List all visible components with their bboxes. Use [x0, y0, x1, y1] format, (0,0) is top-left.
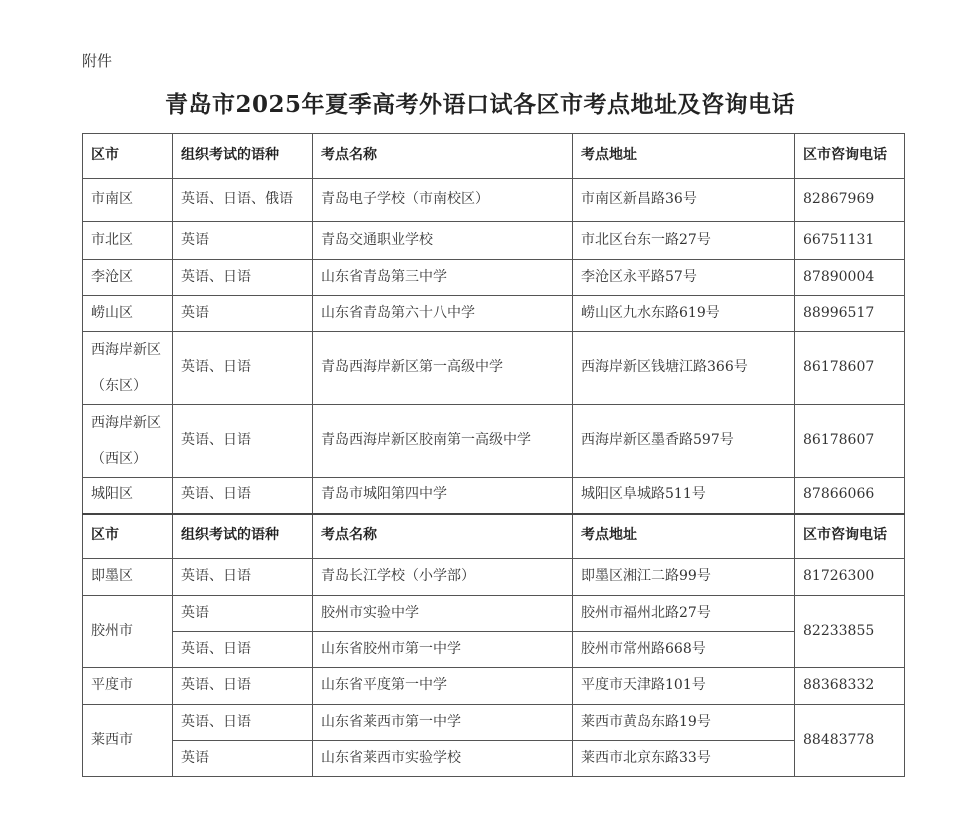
phone-cell: 87890004	[795, 260, 905, 296]
phone-cell: 86178607	[795, 332, 905, 405]
table-row	[83, 632, 905, 668]
district-cell: 市南区	[83, 179, 173, 222]
district-cell: 胶州市	[83, 596, 173, 668]
phone-cell: 81726300	[795, 559, 905, 596]
languages-cell: 英语、日语	[173, 332, 313, 405]
district-cell: 即墨区	[83, 559, 173, 596]
address-cell: 胶州市福州北路27号	[573, 596, 795, 632]
languages-cell: 英语、日语	[173, 405, 313, 478]
venue-cell: 青岛交通职业学校	[313, 222, 573, 260]
venue-cell: 青岛西海岸新区第一高级中学	[313, 332, 573, 405]
languages-cell: 英语、日语	[173, 260, 313, 296]
phone-cell: 88996517	[795, 296, 905, 332]
languages-cell: 英语、日语	[173, 478, 313, 514]
venue-cell: 山东省胶州市第一中学	[313, 632, 573, 668]
languages-cell: 英语	[173, 741, 313, 777]
venue-cell: 山东省莱西市实验学校	[313, 741, 573, 777]
table-header-row-repeat	[83, 514, 905, 559]
venue-cell: 青岛西海岸新区胶南第一高级中学	[313, 405, 573, 478]
table-row	[83, 332, 905, 405]
table-row	[83, 260, 905, 296]
languages-cell: 英语、日语	[173, 632, 313, 668]
languages-cell: 英语、日语	[173, 705, 313, 741]
table-row	[83, 179, 905, 222]
phone-cell: 87866066	[795, 478, 905, 514]
district-cell: 城阳区	[83, 478, 173, 514]
address-cell: 李沧区永平路57号	[573, 260, 795, 296]
district-cell: 崂山区	[83, 296, 173, 332]
district-cell: 西海岸新区（东区）	[83, 332, 173, 405]
district-cell: 市北区	[83, 222, 173, 260]
table-row	[83, 596, 905, 632]
table-row	[83, 478, 905, 514]
languages-cell: 英语	[173, 596, 313, 632]
district-cell: 西海岸新区（西区）	[83, 405, 173, 478]
venue-cell: 山东省青岛第三中学	[313, 260, 573, 296]
address-cell: 崂山区九水东路619号	[573, 296, 795, 332]
header-venue: 考点名称	[313, 514, 573, 559]
venue-cell: 青岛电子学校（市南校区）	[313, 179, 573, 222]
languages-cell: 英语、日语	[173, 668, 313, 705]
phone-cell: 88483778	[795, 705, 905, 777]
district-cell: 莱西市	[83, 705, 173, 777]
header-address: 考点地址	[573, 514, 795, 559]
address-cell: 城阳区阜城路511号	[573, 478, 795, 514]
phone-cell: 88368332	[795, 668, 905, 705]
venue-cell: 山东省莱西市第一中学	[313, 705, 573, 741]
languages-cell: 英语	[173, 222, 313, 260]
table-header-row	[83, 134, 905, 179]
venue-cell: 青岛长江学校（小学部）	[313, 559, 573, 596]
phone-cell: 86178607	[795, 405, 905, 478]
phone-cell: 82867969	[795, 179, 905, 222]
header-district: 区市	[83, 514, 173, 559]
header-phone: 区市咨询电话	[795, 514, 905, 559]
venue-cell: 山东省青岛第六十八中学	[313, 296, 573, 332]
phone-cell: 82233855	[795, 596, 905, 668]
district-cell: 李沧区	[83, 260, 173, 296]
table-row	[83, 222, 905, 260]
address-cell: 西海岸新区墨香路597号	[573, 405, 795, 478]
address-cell: 即墨区湘江二路99号	[573, 559, 795, 596]
table-row	[83, 741, 905, 777]
header-district: 区市	[83, 134, 173, 179]
venue-cell: 山东省平度第一中学	[313, 668, 573, 705]
header-venue: 考点名称	[313, 134, 573, 179]
address-cell: 市南区新昌路36号	[573, 179, 795, 222]
district-cell: 平度市	[83, 668, 173, 705]
address-cell: 市北区台东一路27号	[573, 222, 795, 260]
header-phone: 区市咨询电话	[795, 134, 905, 179]
address-cell: 西海岸新区钱塘江路366号	[573, 332, 795, 405]
venue-cell: 青岛市城阳第四中学	[313, 478, 573, 514]
table-row	[83, 405, 905, 478]
table-row	[83, 705, 905, 741]
header-languages: 组织考试的语种	[173, 514, 313, 559]
table-row	[83, 559, 905, 596]
address-cell: 胶州市常州路668号	[573, 632, 795, 668]
table-row	[83, 668, 905, 705]
languages-cell: 英语、日语	[173, 559, 313, 596]
header-languages: 组织考试的语种	[173, 134, 313, 179]
header-address: 考点地址	[573, 134, 795, 179]
address-cell: 莱西市北京东路33号	[573, 741, 795, 777]
languages-cell: 英语	[173, 296, 313, 332]
document-title: 青岛市2025年夏季高考外语口试各区市考点地址及咨询电话	[164, 91, 795, 118]
venue-cell: 胶州市实验中学	[313, 596, 573, 632]
languages-cell: 英语、日语、俄语	[173, 179, 313, 222]
attachment-label: 附件	[82, 52, 113, 70]
address-cell: 平度市天津路101号	[573, 668, 795, 705]
address-cell: 莱西市黄岛东路19号	[573, 705, 795, 741]
table-row	[83, 296, 905, 332]
phone-cell: 66751131	[795, 222, 905, 260]
exam-venue-table	[82, 133, 905, 777]
